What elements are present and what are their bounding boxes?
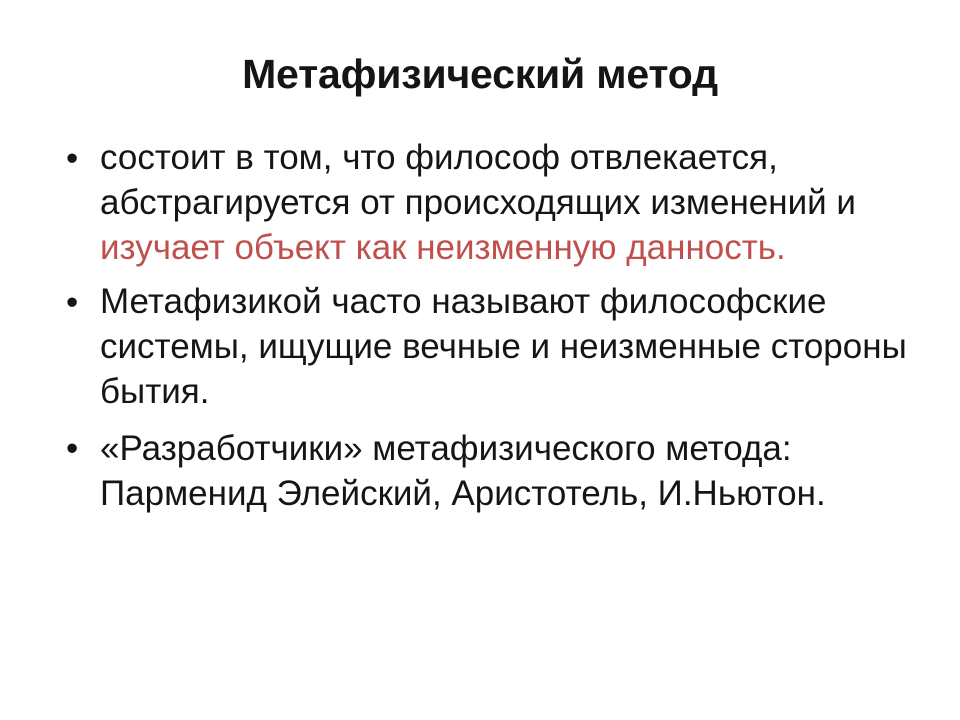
bullet-dot-icon: •	[66, 138, 79, 178]
bullet-list	[52, 136, 932, 522]
list-item	[52, 427, 932, 517]
bullet-1-accent-text: изучает объект как неизменную данность.	[100, 227, 786, 267]
bullet-2-text: Метафизикой часто называют философские системы, ищущие вечные и неизменные стороны бытия.	[100, 282, 907, 411]
bullet-dot-icon: •	[66, 283, 79, 323]
bullet-dot-icon: •	[66, 429, 79, 469]
list-item	[52, 280, 932, 414]
list-item	[52, 136, 932, 270]
page-title: Метафизический метод	[242, 51, 718, 97]
bullet-1-text: состоит в том, что философ отвлекается, абстрагируется от происходящих изменений и	[100, 138, 856, 222]
bullet-3-text: «Разработчики» метафизического метода: Парменид Элейский, Аристотель, И.Ньютон.	[100, 428, 826, 513]
